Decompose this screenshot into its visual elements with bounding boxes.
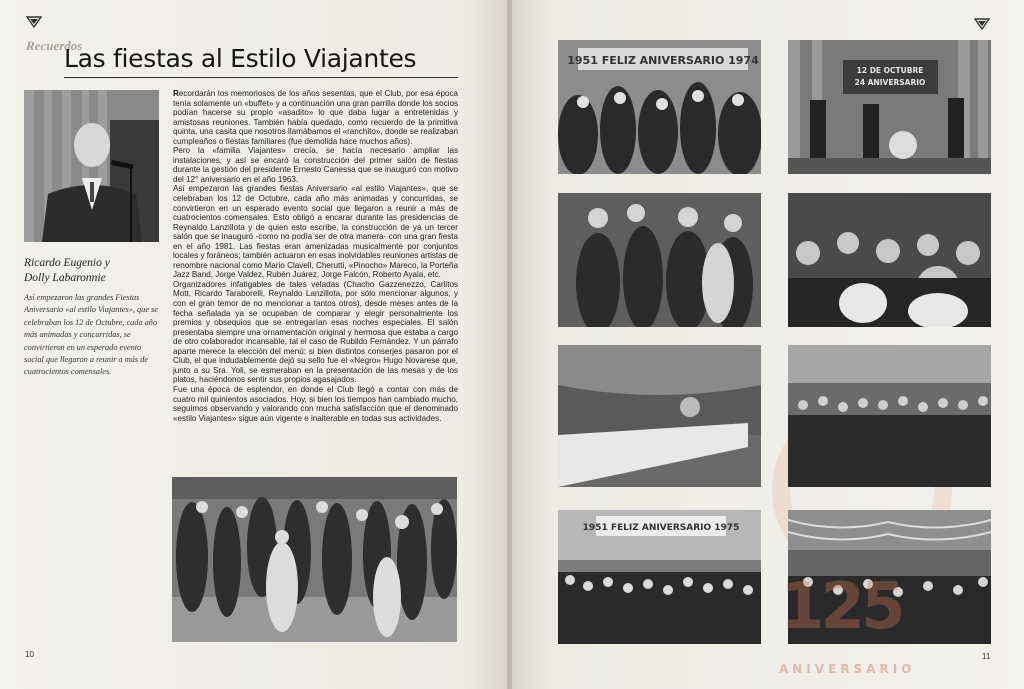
event-photo-5 bbox=[558, 345, 761, 487]
event-photo-2 bbox=[788, 40, 991, 174]
event-photo-3 bbox=[558, 193, 761, 327]
article-paragraph: Pero la «familia Viajantes» crecía, se hacía necesario ampliar las instalaciones, y así se encaró la construcción del primer salón de fiestas durante la gestión del presidente Ernesto Canessa que se inauguró con motivo del 12° aniversario en el año 1963. bbox=[173, 146, 458, 184]
article-paragraph: Organizadores infatigables de tales veladas (Chacho Gazzenezzo, Carlitos Mott, Ricardo Taraborelli, Reynaldo Lanzillota, por sólo mencionar algunos, y con el gran temor de no mencionar a tantos otros), desde meses antes de la fecha señalada ya se ocupaban de comparar y elegir personalmente los premios y obsequios que se entregarían esas noches especiales. El salón presentaba siempre una ornamentación original y hermosa que estaba a cargo de otro colaborador incansable, tal el caso de Rubildo Fernández. Y un párrafo aparte merece la elección del menú: si bien distintos conserjes pasaron por el Club, el que indudablemente dejó su sello fue el «Negro» Hugo Novarese que, junto a su Sra. Yoli, se esmeraban en la presentación de las mesas y de los platos, haciéndonos sentir sus propios agasajados. bbox=[173, 279, 458, 385]
event-photo-7 bbox=[558, 510, 761, 644]
banner-text: 1951 FELIZ ANIVERSARIO 1975 bbox=[582, 523, 740, 533]
left-page bbox=[0, 0, 508, 689]
banner-text: 1951 FELIZ ANIVERSARIO 1974 bbox=[567, 54, 759, 67]
dance-floor-photo bbox=[172, 477, 457, 642]
photo-caption-text: Así empezaron las grandes Fiestas Aniversario «al estilo Viajantes», que se celebraban los 12 de Octubre, cada año más animadas y concurridas, se convirtieron en un esperado evento social que llegaron a reunir a más de cuatrocientos comensales. bbox=[24, 293, 158, 377]
section-kicker: Recuerdos bbox=[26, 38, 83, 53]
anniversary-number: 125 bbox=[780, 570, 902, 644]
page-title: Las fiestas al Estilo Viajantes bbox=[64, 44, 417, 73]
club-logo-icon bbox=[974, 18, 990, 30]
article-paragraph: Así empezaron las grandes fiestas Aniversario «al estilo Viajantes», que se celebraban los 12 de Octubre, cada año más animadas y concurridas, se convirtieron en un esperado evento social que llegaron a reunir a más de cuatrocientos comensales. Esto obligó a encarar durante las presidencias de Reynaldo Lanzillota y de quien esto escribe, la construcción de ya un tercer salón que se inauguró -como no podía ser de otra manera- con una gran fiesta en el año 1981. Las fiestas eran amenizadas musicalmente por conjuntos locales y foráneos; también actuaron en esas inolvidables reuniones artistas de renombre nacional como Mario Clavell, Cherutti, «Pinocho» Mareco, la Porteña Jazz Band, Jorge Valdez, Rubén Juárez, Jorge Falcón, Roberto Ayala, etc. bbox=[173, 184, 458, 280]
banner-text: 12 DE OCTUBRE bbox=[856, 66, 924, 75]
event-photo-1 bbox=[558, 40, 761, 174]
anniversary-word: ANIVERSARIO bbox=[779, 662, 916, 676]
event-photo-6 bbox=[788, 345, 991, 487]
club-logo-icon bbox=[26, 16, 42, 28]
title-divider bbox=[64, 77, 458, 78]
article-paragraph: Fue una época de esplendor, en donde el Club llegó a contar con más de cuatro mil quinientos asociados. Hoy, si bien los tiempos han cambiado mucho, seguimos observando y valorando con mucha satisfacción que el denominado «estilo Viajantes» sigue aún vigente e inalterable en todas sus actividades. bbox=[173, 384, 458, 423]
article-paragraph: Recordarán los memoriosos de los años sesentas, que el Club, por esa época tenía solamente un «buffet» y a continuación una gran parrilla donde los socios podían hacerse su propio «asadito» lo que daba lugar a entretenidas y amistosas reuniones. También había quedado, como recuerdo de la primitiva quinta, una casita que nosotros llamábamos el «ranchito», donde se realizaban cumpleaños o fiestas familiares (fue demolida hace muchos años). bbox=[173, 89, 458, 146]
banner-text: 24 ANIVERSARIO bbox=[854, 78, 926, 87]
page-number-left: 10 bbox=[25, 650, 34, 659]
event-photo-4 bbox=[788, 193, 991, 327]
photo-caption-name: Ricardo Eugenio y Dolly Labaronnie bbox=[24, 257, 110, 284]
article-body bbox=[173, 89, 458, 423]
speaker-photo bbox=[24, 90, 159, 242]
right-page bbox=[512, 0, 1024, 689]
page-number-right: 11 bbox=[982, 652, 991, 661]
